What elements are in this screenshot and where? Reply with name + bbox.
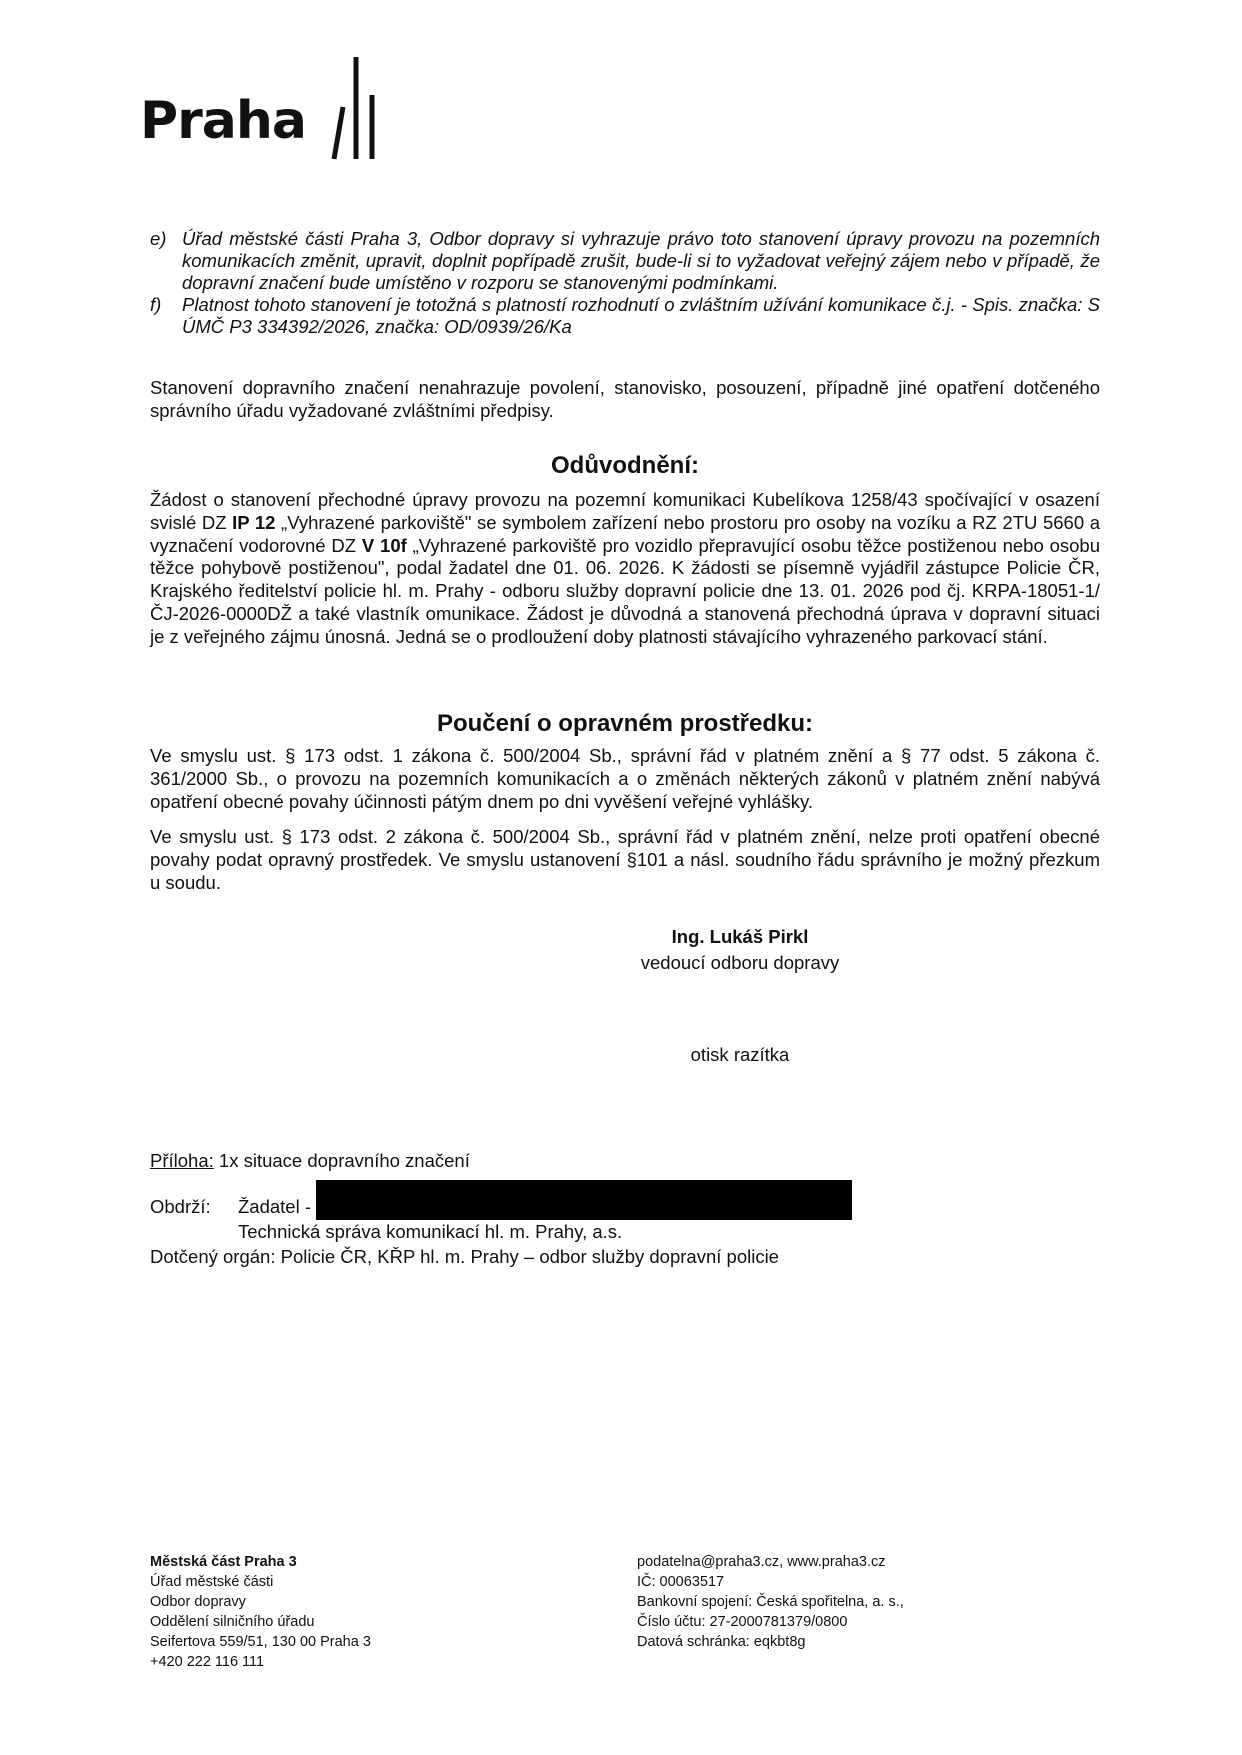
footer-left xyxy=(150,1552,371,1672)
conditions-list xyxy=(150,228,1100,338)
signatory-role: vedoucí odboru dopravy xyxy=(640,952,840,973)
redaction-bar xyxy=(316,1180,852,1220)
recipient-applicant: Žadatel - xyxy=(238,1196,312,1217)
logo-strokes-icon xyxy=(312,55,392,165)
footer-line: Odbor dopravy xyxy=(150,1594,246,1610)
justification-text: Žádost o stanovení přechodné úpravy provozu na pozemní komunikaci Kubelíkova 1258/43 spočívající v osazení svislé DZ xyxy=(150,489,1100,533)
justification-text: „Vyhrazené parkoviště" se symbolem zařízení nebo prostoru pro osoby na vozíku a RZ 2TU 5660 a vyznačení vodorovné DZ xyxy=(150,511,1100,556)
footer-right xyxy=(637,1552,904,1652)
list-item xyxy=(150,228,1100,294)
note-paragraph: Stanovení dopravního značení nenahrazuje povolení, stanovisko, posouzení, případně jiné opatření dotčeného správního úřadu vyžadované zvláštními předpisy. xyxy=(150,377,1100,421)
logo-text: Praha xyxy=(140,91,306,151)
footer-line: +420 222 116 111 xyxy=(150,1654,265,1670)
list-marker: f) xyxy=(150,294,162,315)
appeal-heading: Poučení o opravném prostředku: xyxy=(436,710,814,737)
praha-logo xyxy=(140,55,392,165)
list-marker: e) xyxy=(150,228,167,249)
footer-line: Číslo účtu: 27-2000781379/0800 xyxy=(637,1614,848,1630)
signature-block xyxy=(560,924,920,976)
justification-text: „Vyhrazené parkoviště pro vozidlo přepravující osobu těžce postiženou nebo osobu těžce pohybově postiženou", podal žadatel dne 01. 06. 2026. K žádosti se písemně vyjádřil zástupce Policie ČR, Krajského ředitelství policie hl. m. Prahy - odboru služby dopravní policie dne 13. 01. 2026 pod čj. KRPA-18051-1/ČJ-2026-0000DŽ a také vlastník omunikace. Žádost je důvodná a stanovená přechodná úprava v dopravní situaci je z veřejného zájmu únosná. Jedná se o prodloužení doby platnosti stávajícího vyhrazeného parkovací stání. xyxy=(150,534,1101,647)
recipient-label: Obdrží: xyxy=(150,1196,211,1217)
footer-line: Městská část Praha 3 xyxy=(150,1554,297,1570)
recipient-tsk: Technická správa komunikací hl. m. Prahy, a.s. xyxy=(238,1221,623,1242)
footer-line: IČ: 00063517 xyxy=(637,1574,725,1590)
stamp-placeholder: otisk razítka xyxy=(690,1044,790,1065)
footer-line: podatelna@praha3.cz, www.praha3.cz xyxy=(637,1554,886,1570)
footer-line: Úřad městské části xyxy=(150,1574,274,1590)
justification-paragraph xyxy=(150,489,1100,649)
list-text: Úřad městské části Praha 3, Odbor dopravy si vyhrazuje právo toto stanovení úpravy provozu na pozemních komunikacích změnit, upravit, doplnit popřípadě zrušit, bude-li si to vyžadovat veřejný zájem nebo v případě, že dopravní značení bude umístěno v rozporu se stanovenými podmínkami. xyxy=(182,228,1100,293)
sign-code-ip12: IP 12 xyxy=(232,511,276,533)
list-text: Platnost tohoto stanovení je totožná s platností rozhodnutí o zvláštním užívání komunikace č.j. - Spis. značka: S ÚMČ P3 334392/2026, značka: OD/0939/26/Ka xyxy=(182,294,1100,337)
list-item xyxy=(150,294,1100,338)
appeal-paragraph-1: Ve smyslu ust. § 173 odst. 1 zákona č. 500/2004 Sb., správní řád v platném znění a § 77 odst. 5 zákona č. 361/2000 Sb., o provozu na pozemních komunikacích a o změnách některých zákonů v platném znění nabývá opatření obecné povahy účinnosti pátým dnem po dni vyvěšení veřejné vyhlášky. xyxy=(150,745,1100,812)
signatory-name: Ing. Lukáš Pirkl xyxy=(671,926,809,947)
attachment-text: 1x situace dopravního značení xyxy=(218,1150,470,1171)
authority-label: Dotčený orgán: xyxy=(150,1246,276,1267)
footer-line: Oddělení silničního úřadu xyxy=(150,1614,315,1630)
footer-line: Seifertova 559/51, 130 00 Praha 3 xyxy=(150,1634,371,1650)
authority-line xyxy=(150,1246,779,1268)
sign-code-v10f: V 10f xyxy=(361,534,407,556)
footer-line: Bankovní spojení: Česká spořitelna, a. s., xyxy=(637,1594,904,1610)
footer-line: Datová schránka: eqkbt8g xyxy=(637,1634,806,1650)
authority-text: Policie ČR, KŘP hl. m. Prahy – odbor služby dopravní policie xyxy=(280,1246,779,1267)
appeal-paragraph-2: Ve smyslu ust. § 173 odst. 2 zákona č. 500/2004 Sb., správní řád v platném znění, nelze proti opatření obecné povahy podat opravný prostředek. Ve smyslu ustanovení §101 a násl. soudního řádu správního je možný přezkum u soudu. xyxy=(150,826,1100,893)
attachment-line xyxy=(150,1150,470,1172)
attachment-label: Příloha: xyxy=(150,1150,214,1171)
justification-heading: Odůvodnění: xyxy=(551,452,699,479)
